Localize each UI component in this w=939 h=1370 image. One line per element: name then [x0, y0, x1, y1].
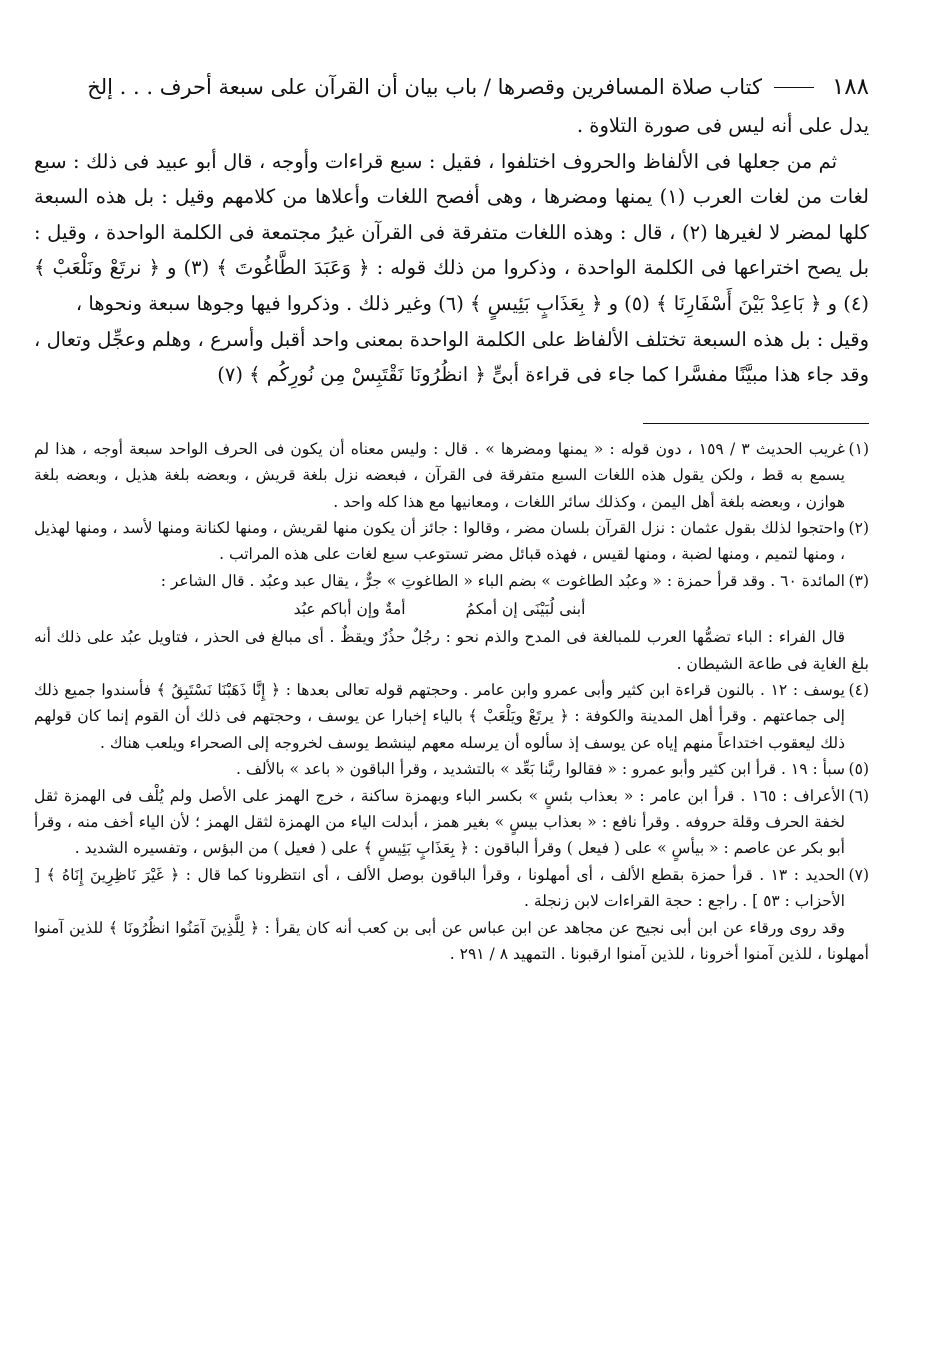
footnote-continuation: وقد روى ورقاء عن ابن أبى نجيح عن مجاهد عن ابن عباس عن أبى بن كعب أنه كان يقرأ : ﴿ لِلَّذِينَ آمَنُوا انظُرُونَا ﴾ للذين آمنوا أمهلونا ، للذين آمنوا أخرونا ، للذين آمنوا ارقبونا . التمهيد ٨ / ٢٩١ .: [34, 918, 869, 964]
footnote-2: [34, 515, 869, 568]
poetry-verse: [34, 596, 845, 622]
footnote-number: (٧): [848, 865, 869, 884]
footnote-7: [34, 862, 869, 968]
verse-hemistich-1: أبنى لُبَيْنَى إن أمكمُ: [465, 600, 586, 619]
footnote-text: غريب الحديث ٣ / ١٥٩ ، دون قوله : « يمنها ومضرها » . قال : وليس معناه أن يكون فى الحرف الواحد سبعة أوجه ، هذا لم يسمع به قط ، ولكن يقول هذه اللغات السبع متفرقة فى القرآن ، فبعضه نزل بلغة قريش ، وبعضه بلغة هذيل ، وبعضه بلغة هوازن ، وبعضه بلغة أهل اليمن ، وكذلك سائر اللغات ، ومعانيها مع هذا كله واحد .: [34, 439, 845, 511]
paragraph-2: ثم من جعلها فى الألفاظ والحروف اختلفوا ، فقيل : سبع قراءات وأوجه ، قال أبو عبيد فى ذلك : سبع لغات من لغات العرب (١) يمنها ومضرها ، وهى أفصح اللغات وأعلاها من كلامهم وقيل : بل هذه السبعة كلها لمضر لا لغيرها (٢) ، قال : وهذه اللغات متفرقة فى القرآن غيرُ مجتمعة فى الكلمة الواحدة ، وقيل : بل يصح اختراعها فى الكلمة الواحدة ، وذكروا من ذلك قوله : ﴿ وَعَبَدَ الطَّاغُوتَ ﴾ (٣) و ﴿ نرتَعْ ونَلْعَبْ ﴾ (٤) و ﴿ بَاعِدْ بَيْنَ أَسْفَارِنَا ﴾ (٥) و ﴿ بِعَذَابٍ بَئِيسٍ ﴾ (٦) وغير ذلك . وذكروا فيها وجوها سبعة ونحوها ،: [34, 149, 869, 315]
footnote-text: واحتجوا لذلك بقول عثمان : نزل القرآن بلسان مضر ، وقالوا : جائز أن يكون منها لقريش ، ومنها لكنانة ومنها لأسد ، ومنها لهذيل ، ومنها لتميم ، ومنها لضبة ، ومنها لقيس ، فهذه قبائل مضر تستوعب سبع لغات على هذه المراتب .: [34, 518, 845, 564]
footnote-3: [34, 568, 869, 677]
running-header: [34, 70, 869, 104]
footnote-6: [34, 783, 869, 862]
footnote-number: (١): [848, 439, 869, 458]
footnote-number: (٥): [848, 760, 869, 779]
footnote-text: يوسف : ١٢ . بالنون قراءة ابن كثير وأبى عمرو وابن عامر . وحجتهم قوله تعالى بعدها : ﴿ إِنَّا ذَهَبْنَا نَسْتَبِقُ ﴾ فأسندوا جميع ذلك إلى جماعتهم . وقرأ أهل المدينة والكوفة : ﴿ يرتَعْ ويَلْعَبْ ﴾ بالياء إخبارا عن يوسف ، وحجتهم فى ذلك أن القوم إنما كان قولهم ذلك ليعقوب اختداعاً منهم إياه عن يوسف إذ سألوه أن يرسله معهم لينشط يوسف لخروجه إلى الصحراء ويلعب هناك .: [34, 681, 845, 752]
footnote-text: المائدة ٦٠ . وقد قرأ حمزة : « وعبُد الطاغوت » بضم الباء « الطاغوتِ » جرٌّ ، يقال عبد وعبُد . قال الشاعر :: [160, 571, 845, 590]
footnote-text: الأعراف : ١٦٥ . قرأ ابن عامر : « بعذاب بئسٍ » بكسر الباء وبهمزة ساكنة ، خرج الهمز على الأصل ولم يُلْف فى الهمزة ثقل لخفة الحرف وقلة حروفه . وقرأ نافع : « بعذاب بيسٍ » بغير همز ، أبدلت الياء من الهمزة لثقل الهمز ؛ لأن الياء أخف منه ، وقرأ أبو بكر عن عاصم : « بيأسٍ » على ( فيعل ) وقرأ الباقون : ﴿ بِعَذَابٍ بَئِيسٍ ﴾ على ( فعيل ) من البؤس ، وتفسيره الشديد .: [34, 786, 845, 858]
header-dash: [774, 87, 814, 88]
footnote-number: (٦): [848, 786, 869, 805]
footnote-number: (٣): [848, 571, 869, 590]
main-text: [34, 108, 869, 393]
footnote-text: سبأ : ١٩ . قرأ ابن كثير وأبو عمرو : « فقالوا ربَّنا بَعِّد » بالتشديد ، وقرأ الباقون « باعد » بالألف .: [236, 760, 845, 779]
footnote-number: (٤): [848, 681, 869, 699]
footnotes: [34, 436, 869, 968]
running-title: كتاب صلاة المسافرين وقصرها / باب بيان أن القرآن على سبعة أحرف . . . إلخ: [87, 75, 762, 99]
footnote-5: [34, 756, 869, 782]
footnote-text: الحديد : ١٣ . قرأ حمزة بقطع الألف ، أى أمهلونا ، وقرأ الباقون بوصل الألف ، أى انتظرونا كما قال : ﴿ غَيْرَ نَاظِرِينَ إِنَاهُ ﴾ [ الأحزاب : ٥٣ ] . راجع : حجة القراءات لابن زنجلة .: [34, 865, 845, 911]
footnote-4: [34, 677, 869, 756]
footnote-number: (٢): [848, 518, 869, 537]
page-number: ١٨٨: [831, 74, 869, 100]
paragraph-3: وقيل : بل هذه السبعة تختلف الألفاظ على الكلمة الواحدة بمعنى واحد أقبل وأسرع ، وهلم وعجِّل وتعال ، وقد جاء هذا مبيَّنًا مفسَّرا كما جاء فى قراءة أبىٍّ ﴿ انظُرُونَا نَقْتَبِسْ مِن نُورِكُم ﴾ (٧): [34, 327, 869, 387]
footnote-separator: [643, 423, 869, 424]
footnote-1: [34, 436, 869, 515]
verse-hemistich-2: أمةٌ وإن أباكم عبُد: [293, 600, 406, 619]
paragraph-1: يدل على أنه ليس فى صورة التلاوة .: [576, 114, 869, 137]
footnote-continuation: قال الفراء : الباء تضمُّها العرب للمبالغة فى المدح والذم نحو : رجُلٌ حذُرٌ ويقظٌ . أى مبالغ فى الحذر ، فتاويل عبُد على ذلك أنه بلغ الغاية فى طاعة الشيطان .: [34, 628, 869, 673]
